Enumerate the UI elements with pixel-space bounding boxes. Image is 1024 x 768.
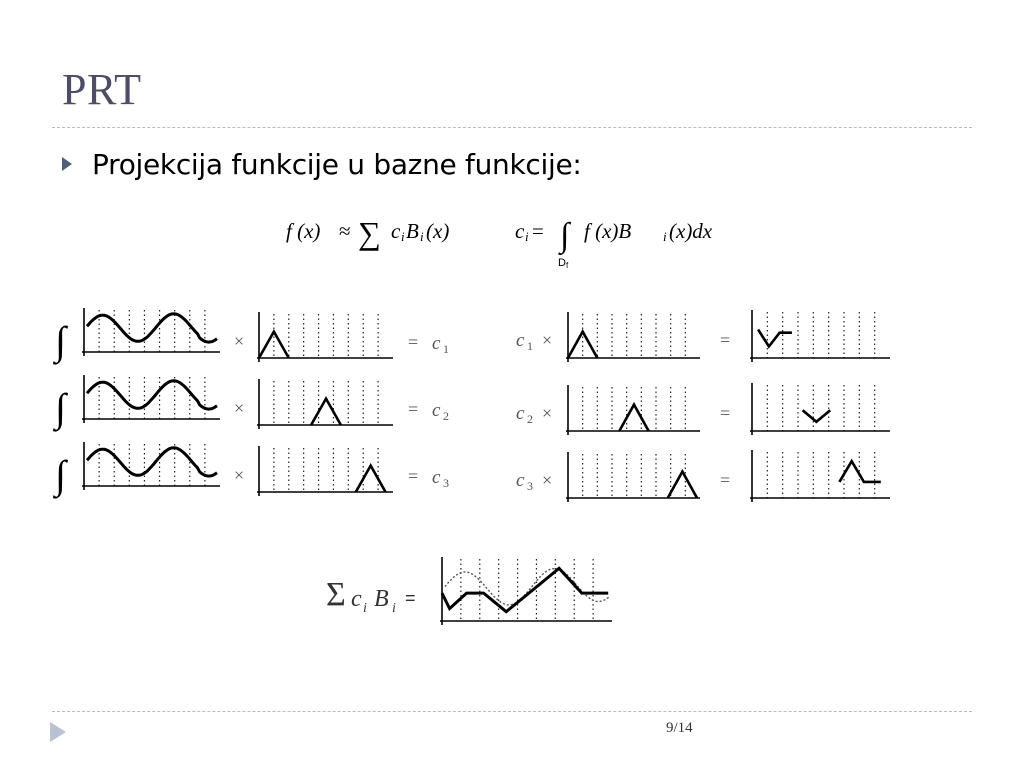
coefficient-index: 3 (443, 476, 449, 490)
approx-symbol: ≈ (339, 219, 351, 243)
function-wave (87, 314, 217, 342)
slide-title: PRT (62, 65, 142, 114)
coefficient-label: c (516, 403, 525, 424)
page-number: 9/14 (666, 720, 693, 736)
coefficient-label: c (432, 467, 441, 488)
coef-c: c (515, 219, 525, 243)
sum-c-index: i (363, 601, 367, 616)
sum-plot (461, 559, 593, 621)
formula-c-sub: i (401, 229, 405, 244)
equals-symbol: = (408, 466, 419, 486)
coefficient-index: 1 (443, 342, 449, 356)
basis-plot (274, 381, 378, 425)
times-symbol: × (542, 470, 553, 490)
coef-eq: = (532, 219, 544, 243)
reconstruction-line (442, 568, 608, 611)
equals-symbol: = (720, 403, 731, 423)
equals-symbol: = (720, 470, 731, 490)
coefficient-index: 2 (443, 409, 449, 423)
basis-plot (583, 314, 686, 358)
formula-lhs: f (x) (286, 219, 321, 243)
equals-symbol: = (408, 399, 419, 419)
times-symbol: × (542, 403, 553, 423)
integral-symbol: ∫ (55, 318, 66, 363)
sum-symbol: ∑ (358, 215, 381, 251)
coefficient-index: 3 (527, 479, 533, 493)
function-wave (87, 381, 217, 409)
times-symbol: × (234, 398, 245, 418)
coefficient-label: c (432, 400, 441, 421)
bullet-text: Projekcija funkcije u bazne funkcije: (92, 148, 582, 181)
sum-c: c (351, 586, 362, 612)
footer-divider (52, 711, 972, 712)
basis-hat (619, 405, 648, 431)
basis-hat (259, 332, 289, 358)
scaled-basis-line (758, 330, 792, 347)
formula-B-sub: i (420, 229, 424, 244)
sum-sigma: Σ (326, 576, 346, 613)
coef-B-sub: i (663, 229, 667, 244)
times-symbol: × (234, 331, 245, 351)
coefficient-index: 2 (527, 412, 533, 426)
coef-tail: (x)dx (669, 219, 713, 243)
integral-symbol: ∫ (55, 385, 66, 430)
basis-hat (668, 472, 697, 498)
basis-hat (311, 399, 341, 425)
sum-B-index: i (392, 601, 396, 616)
scaled-basis-line (839, 461, 880, 482)
function-wave (87, 448, 217, 476)
sum-B: B (374, 586, 389, 612)
integral-symbol: ∫ (55, 452, 66, 497)
coef-domain-sub: f (566, 261, 569, 270)
equals-symbol: = (408, 332, 419, 352)
coefficient-label: c (432, 333, 441, 354)
formula-c: c (391, 219, 401, 243)
basis-plot (274, 314, 378, 358)
times-symbol: × (542, 330, 553, 350)
coef-integral: ∫ (560, 217, 570, 254)
basis-hat (568, 332, 597, 358)
equals-symbol: = (720, 330, 731, 350)
coefficient-index: 1 (527, 339, 533, 353)
formula-B: B (406, 219, 419, 243)
basis-plot (274, 448, 378, 492)
scaled-basis-plot (767, 312, 874, 358)
scaled-basis-line (803, 410, 831, 422)
basis-plot (583, 387, 686, 431)
basis-hat (356, 466, 386, 492)
coefficient-label: c (516, 330, 525, 351)
coef-domain: D (558, 257, 566, 269)
original-function-dotted (445, 569, 609, 605)
coef-c-sub: i (525, 229, 529, 244)
coef-integrand: f (x)B (584, 219, 632, 243)
times-symbol: × (234, 465, 245, 485)
scaled-basis-plot (767, 385, 874, 431)
next-slide-arrow-icon[interactable] (50, 722, 66, 742)
sum-equals: = (405, 588, 416, 608)
formula-arg: (x) (426, 219, 450, 243)
coefficient-label: c (516, 470, 525, 491)
